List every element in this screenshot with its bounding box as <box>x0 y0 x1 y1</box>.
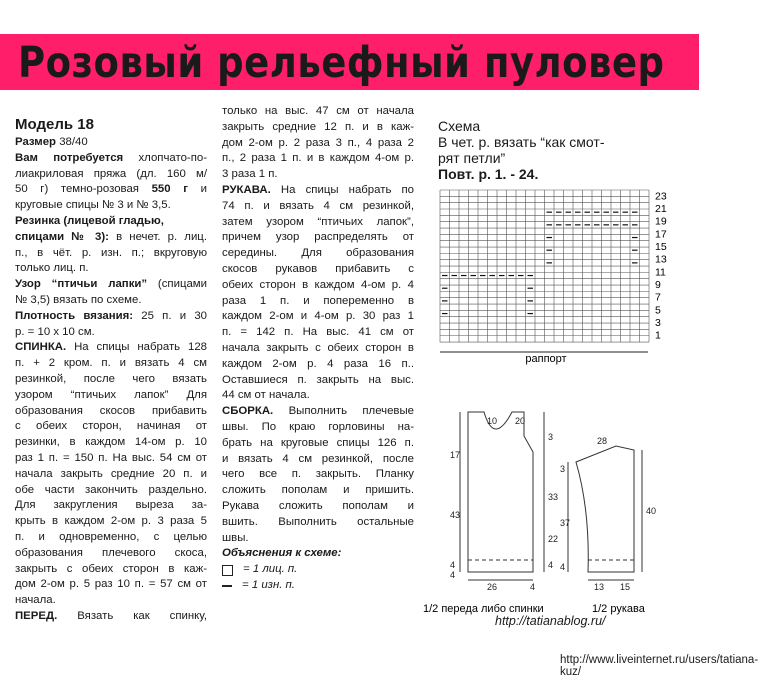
chart-row-numbers <box>655 190 667 341</box>
row-number: 7 <box>655 291 661 304</box>
scheme-line-3: рят петли” <box>438 150 506 166</box>
scheme-title: Схема <box>438 118 481 134</box>
scheme-repeat-rows: Повт. р. 1. - 24. <box>438 166 539 182</box>
dim-label: 20 <box>514 416 526 426</box>
back-line: узором “птичьих лапок” Для <box>15 388 207 401</box>
caption-front: 1/2 переда либо спинки <box>423 603 544 615</box>
dim-label: 4 <box>548 560 554 570</box>
sleeve-line: каждом 2-ом р. 4 раза 16 п.. <box>222 357 414 370</box>
back-line: п. + 2 кром. п. и вязать 4 см <box>15 357 207 370</box>
back-line: начала. <box>15 594 56 607</box>
assembly-line: брать на круговые спицы 126 п. <box>222 436 414 449</box>
row-number: 13 <box>655 253 667 266</box>
sleeve-line: скосов рукавов прибавить с <box>222 262 414 275</box>
dim-label: 17 <box>450 450 461 460</box>
sleeve-line: середины. Для образования <box>222 247 414 260</box>
pattern-schematics <box>420 400 699 620</box>
needles-line: круговые спицы № 3 и № 3,5. <box>15 199 171 212</box>
sleeve-line: 44 см от начала. <box>222 389 310 402</box>
sleeve-line: начала закрыть с обеих сторон в <box>222 341 414 354</box>
model-number: Модель 18 <box>15 116 94 133</box>
sleeve-line-1: РУКАВА. На спицы набрать по <box>222 183 415 196</box>
sleeve-line: 74 п. и вязать 4 см резинкой, <box>222 199 414 212</box>
assembly-line: сложить пополам и пришить. <box>222 484 414 497</box>
dim-label: 22 <box>548 534 559 544</box>
dim-label: 40 <box>646 506 657 516</box>
sleeve-line: п. = 142 п. На выс. 41 см от <box>222 326 414 339</box>
dim-label: 28 <box>596 436 608 446</box>
back-line: дом 2-ом р. 5 раз 10 п. = 57 см от <box>15 578 207 591</box>
row-number: 1 <box>655 329 661 342</box>
scheme-line-2: В чет. р. вязать “как смот- <box>438 134 605 150</box>
dim-label: 33 <box>548 492 559 502</box>
legend-title: Объяснения к схеме: <box>222 547 342 560</box>
yarn-line-1: Вам потребуется хлопчато-по- <box>15 151 207 164</box>
front-cont-line: п., 2 раза 1 п. и в каждом 4-ом р. <box>222 152 414 165</box>
chart-grid <box>440 190 649 342</box>
dash-symbol <box>222 585 232 587</box>
text-column-2 <box>222 104 414 594</box>
row-number: 5 <box>655 304 661 317</box>
dim-label: 43 <box>450 510 461 520</box>
assembly-line: швы. <box>222 531 249 544</box>
caption-sleeve: 1/2 рукава <box>592 603 645 615</box>
assembly-line-1: СБОРКА. Выполнить плечевые <box>222 405 414 418</box>
rib-heading: Резинка (лицевой гладью, <box>15 214 164 227</box>
dim-label: 3 <box>560 464 566 474</box>
dim-label: 13 <box>594 582 605 592</box>
gauge-line-1: Плотность вязания: 25 п. и 30 <box>15 309 207 322</box>
legend-knit: = 1 лиц. п. <box>222 562 414 578</box>
back-line: обе части закончить раздельно. <box>15 483 207 496</box>
back-line: резинкой, после чего вязать <box>15 372 207 385</box>
text-column-1 <box>15 116 207 625</box>
rib-line-1: спицами № 3): в нечет. р. лиц. <box>15 230 208 243</box>
front-outline <box>468 412 533 572</box>
dim-label: 3 <box>548 432 554 442</box>
sleeve-outline <box>576 446 634 572</box>
back-line: с обеих сторон, начиная от <box>15 420 207 433</box>
dim-label: 10 <box>486 416 498 426</box>
yarn-line-3: 50 г) темно-розовая 550 г и <box>15 183 207 196</box>
dim-label: 15 <box>620 582 631 592</box>
scheme-heading <box>438 118 604 182</box>
row-number: 21 <box>655 203 667 216</box>
row-number: 3 <box>655 317 661 330</box>
front-line-1: ПЕРЕД. Вязать как спинку, <box>15 609 208 622</box>
knitting-chart <box>436 186 672 365</box>
page-title: Розовый рельефный пуловер <box>18 38 665 88</box>
dim-label: 4 <box>560 562 566 572</box>
sleeve-line: Оставшиеся п. закрыть на выс. <box>222 373 414 386</box>
watermark-url[interactable]: http://tatianablog.ru/ <box>495 614 606 628</box>
dim-label: 4 <box>530 582 536 592</box>
row-number: 9 <box>655 279 661 292</box>
back-line: образования плечевого скоса, <box>15 546 207 559</box>
row-number: 15 <box>655 241 667 254</box>
back-line: закрыть с обеих сторон в каж- <box>15 562 207 575</box>
dim-label: 26 <box>486 582 498 592</box>
chart-purl-marks <box>442 212 638 313</box>
assembly-line: вшить. Выполнить остальные <box>222 515 414 528</box>
yarn-line-2: лиакриловая пряжа (дл. 160 м/ <box>15 167 207 180</box>
rib-line-2: п., в чёт. р. изн. п.; вкруговую <box>15 246 207 259</box>
rib-line-3: только лиц. п. <box>15 262 89 275</box>
assembly-line: Рукава сложить пополам и <box>222 499 414 512</box>
dim-label: 37 <box>560 518 571 528</box>
sleeve-line: затем узором “птичьих лапок”, <box>222 215 414 228</box>
front-cont-line: 3 раза 1 п. <box>222 168 278 181</box>
dim-label: 4 <box>450 560 456 570</box>
row-number: 11 <box>655 266 666 279</box>
back-line: Для закругления выреза за- <box>15 499 207 512</box>
row-number: 17 <box>655 228 667 241</box>
back-line: п. и одновременно, с целью <box>15 530 207 543</box>
back-line: образования скосов прибавить <box>15 404 207 417</box>
gauge-line-2: р. = 10 х 10 см. <box>15 325 95 338</box>
footer-url[interactable]: http://www.liveinternet.ru/users/tatiana-kuz/ <box>560 654 758 678</box>
back-line: раз 1 п. = 150 п. На выс. 54 см от <box>15 451 207 464</box>
dim-label: 4 <box>450 570 456 580</box>
sleeve-line: обеих сторон в каждом 4-ом р. 4 <box>222 278 414 291</box>
pattern-line-1: Узор “птичьи лапки” (спицами <box>15 278 207 291</box>
front-cont-line: закрыть средние 12 п. и в каж- <box>222 120 414 133</box>
back-line: крыть в каждом 2-ом р. 3 раза 5 <box>15 515 207 528</box>
front-cont-line: дом 2-ом р. 2 раза 3 п., 4 раза 2 <box>222 136 414 149</box>
assembly-line: швы. По краю горловины на- <box>222 420 414 433</box>
pattern-line-2: № 3,5) вязать по схеме. <box>15 293 142 306</box>
back-line: резинки, в каждом 14-ом р. 10 <box>15 436 207 449</box>
row-number: 19 <box>655 215 667 228</box>
sleeve-line: раза 1 п. и попеременно в <box>222 294 414 307</box>
size-line: Размер 38/40 <box>15 136 88 148</box>
assembly-line: чего все п. закрыть. Планку <box>222 468 414 481</box>
back-line-1: СПИНКА. На спицы набрать 128 <box>15 341 207 354</box>
repeat-label: раппорт <box>525 353 567 365</box>
front-cont-line: только на выс. 47 см от начала <box>222 105 414 117</box>
sleeve-line: причем узор распределять от <box>222 231 414 244</box>
back-line: начала закрыть средние 20 п. и <box>15 467 207 480</box>
assembly-line: и вязать 4 см резинкой, после <box>222 452 414 465</box>
row-number: 23 <box>655 190 667 203</box>
empty-cell-symbol <box>222 565 233 576</box>
legend-purl: = 1 изн. п. <box>222 578 414 594</box>
sleeve-line: каждом 2-ом и 4-ом р. 30 раз 1 <box>222 310 414 323</box>
